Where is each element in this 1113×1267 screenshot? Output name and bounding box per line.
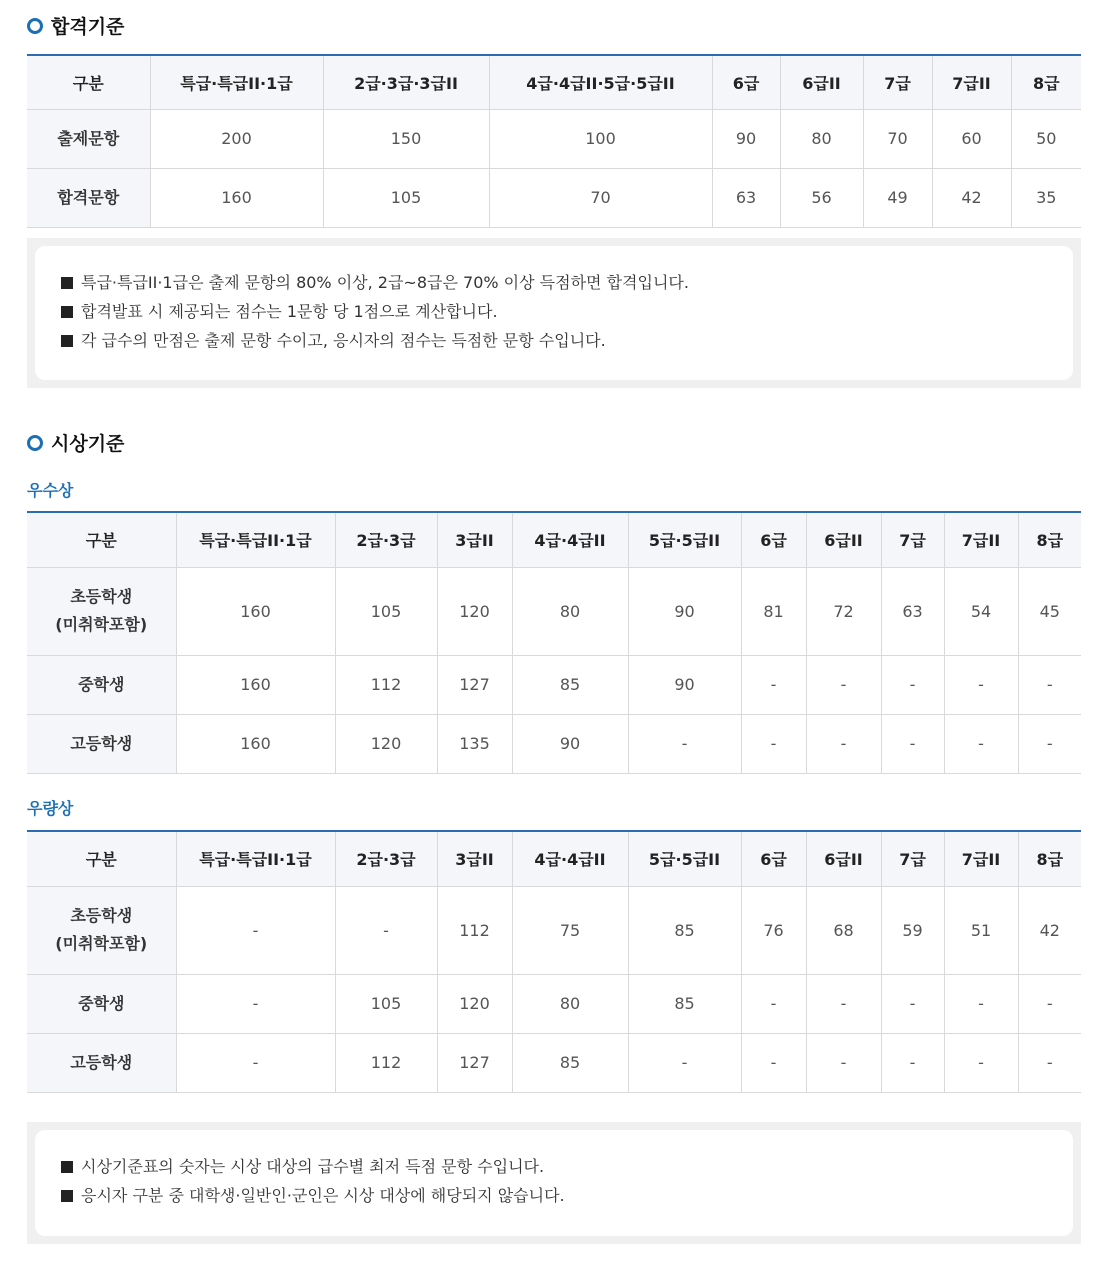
- table-cell: 127: [437, 1033, 512, 1092]
- table-cell: 80: [512, 567, 628, 655]
- table-cell: -: [1018, 974, 1081, 1033]
- header-cell: 4급·4급II: [512, 831, 628, 886]
- header-cell: 2급·3급: [335, 512, 437, 567]
- table-cell: -: [176, 1033, 335, 1092]
- header-cell: 7급II: [932, 55, 1011, 109]
- table-row: [27, 714, 1081, 773]
- table-cell: -: [628, 714, 741, 773]
- table-cell: 90: [712, 109, 780, 168]
- table-cell: 85: [628, 886, 741, 974]
- section-title-award-text: 시상기준: [51, 433, 125, 455]
- square-bullet-icon: [61, 335, 73, 347]
- header-cell: 특급·특급II·1급: [176, 512, 335, 567]
- table-cell: 105: [335, 567, 437, 655]
- table-cell: -: [944, 714, 1018, 773]
- table-cell: 105: [323, 168, 489, 227]
- table-cell: 81: [741, 567, 806, 655]
- row-label-line: 초등학생: [70, 906, 133, 925]
- table-cell: 120: [437, 974, 512, 1033]
- square-bullet-icon: [61, 306, 73, 318]
- header-cell: 4급·4급II·5급·5급II: [489, 55, 712, 109]
- table-cell: -: [1018, 1033, 1081, 1092]
- row-label: [27, 567, 176, 655]
- header-cell: 6급: [741, 512, 806, 567]
- table-cell: -: [806, 1033, 881, 1092]
- table-cell: 160: [176, 567, 335, 655]
- table-cell: -: [881, 714, 944, 773]
- row-label: [27, 886, 176, 974]
- award-notes-box: [27, 1122, 1081, 1244]
- header-cell: 8급: [1011, 55, 1081, 109]
- table-cell: -: [1018, 655, 1081, 714]
- table-cell: 42: [1018, 886, 1081, 974]
- note-text: 시상기준표의 숫자는 시상 대상의 급수별 최저 득점 문항 수입니다.: [81, 1157, 545, 1176]
- table-cell: 54: [944, 567, 1018, 655]
- header-cell: 3급II: [437, 831, 512, 886]
- table-cell: 90: [628, 567, 741, 655]
- header-cell: 2급·3급·3급II: [323, 55, 489, 109]
- row-label-line: (미취학포함): [55, 934, 148, 953]
- row-label: 중학생: [27, 974, 176, 1033]
- header-cell: 5급·5급II: [628, 831, 741, 886]
- table-cell: 35: [1011, 168, 1081, 227]
- note-line: [61, 1181, 1047, 1210]
- pass-notes-box: [27, 238, 1081, 388]
- table-cell: 100: [489, 109, 712, 168]
- table-cell: -: [944, 974, 1018, 1033]
- row-label: 고등학생: [27, 1033, 176, 1092]
- header-cell: 7급II: [944, 831, 1018, 886]
- header-cell: 구분: [27, 831, 176, 886]
- table-cell: 200: [150, 109, 323, 168]
- circle-bullet-icon: [27, 18, 43, 34]
- table-cell: -: [806, 655, 881, 714]
- table-cell: 135: [437, 714, 512, 773]
- table-header-row: [27, 55, 1081, 109]
- good-award-table: [27, 830, 1081, 1093]
- header-cell: 구분: [27, 512, 176, 567]
- circle-bullet-icon: [27, 435, 43, 451]
- note-text: 합격발표 시 제공되는 점수는 1문항 당 1점으로 계산합니다.: [81, 302, 498, 321]
- header-cell: 5급·5급II: [628, 512, 741, 567]
- excellent-award-table: [27, 511, 1081, 774]
- table-cell: 85: [512, 1033, 628, 1092]
- header-cell: 6급: [741, 831, 806, 886]
- table-cell: -: [944, 1033, 1018, 1092]
- table-cell: -: [881, 655, 944, 714]
- header-cell: 특급·특급II·1급: [150, 55, 323, 109]
- table-cell: 127: [437, 655, 512, 714]
- table-cell: 63: [712, 168, 780, 227]
- table-cell: 160: [176, 714, 335, 773]
- header-cell: 7급: [881, 512, 944, 567]
- header-cell: 6급II: [780, 55, 863, 109]
- note-line: [61, 1152, 1047, 1181]
- note-text: 응시자 구분 중 대학생·일반인·군인은 시상 대상에 해당되지 않습니다.: [81, 1186, 565, 1205]
- header-cell: 8급: [1018, 831, 1081, 886]
- header-cell: 7급: [881, 831, 944, 886]
- square-bullet-icon: [61, 1190, 73, 1202]
- table-row: [27, 655, 1081, 714]
- table-cell: -: [335, 886, 437, 974]
- table-header-row: [27, 831, 1081, 886]
- table-cell: 80: [512, 974, 628, 1033]
- table-cell: 80: [780, 109, 863, 168]
- table-cell: 112: [335, 655, 437, 714]
- table-row: [27, 168, 1081, 227]
- header-cell: 3급II: [437, 512, 512, 567]
- table-cell: -: [1018, 714, 1081, 773]
- row-label-line: (미취학포함): [55, 615, 148, 634]
- table-cell: 50: [1011, 109, 1081, 168]
- header-cell: 4급·4급II: [512, 512, 628, 567]
- note-text: 특급·특급II·1급은 출제 문항의 80% 이상, 2급~8급은 70% 이상 득점하면 합격입니다.: [81, 273, 689, 292]
- table-cell: 45: [1018, 567, 1081, 655]
- table-cell: -: [176, 886, 335, 974]
- section-title-pass-text: 합격기준: [51, 16, 125, 38]
- row-label: 합격문항: [27, 168, 150, 227]
- header-cell: 2급·3급: [335, 831, 437, 886]
- table-header-row: [27, 512, 1081, 567]
- table-cell: 120: [335, 714, 437, 773]
- table-cell: -: [741, 1033, 806, 1092]
- table-cell: 72: [806, 567, 881, 655]
- table-row: [27, 109, 1081, 168]
- table-cell: 112: [335, 1033, 437, 1092]
- row-label: 출제문항: [27, 109, 150, 168]
- header-cell: 7급: [863, 55, 932, 109]
- table-row: [27, 974, 1081, 1033]
- header-cell: 6급II: [806, 831, 881, 886]
- table-cell: -: [628, 1033, 741, 1092]
- table-row: [27, 567, 1081, 655]
- square-bullet-icon: [61, 1161, 73, 1173]
- table-row: [27, 1033, 1081, 1092]
- table-cell: 49: [863, 168, 932, 227]
- note-line: [61, 297, 1047, 326]
- table-cell: -: [806, 714, 881, 773]
- table-cell: -: [944, 655, 1018, 714]
- table-cell: 150: [323, 109, 489, 168]
- table-cell: 120: [437, 567, 512, 655]
- table-cell: 70: [863, 109, 932, 168]
- header-cell: 6급: [712, 55, 780, 109]
- table-cell: 90: [512, 714, 628, 773]
- table-cell: -: [741, 974, 806, 1033]
- table-cell: 160: [176, 655, 335, 714]
- table-cell: 70: [489, 168, 712, 227]
- table-cell: 76: [741, 886, 806, 974]
- table-cell: 90: [628, 655, 741, 714]
- table-cell: 42: [932, 168, 1011, 227]
- section-title-award: [27, 429, 124, 456]
- table-cell: 63: [881, 567, 944, 655]
- row-label: 고등학생: [27, 714, 176, 773]
- table-cell: -: [881, 974, 944, 1033]
- table-cell: -: [806, 974, 881, 1033]
- note-line: [61, 268, 1047, 297]
- table-cell: 68: [806, 886, 881, 974]
- table-cell: 85: [628, 974, 741, 1033]
- header-cell: 8급: [1018, 512, 1081, 567]
- table-row: [27, 886, 1081, 974]
- table-cell: 112: [437, 886, 512, 974]
- table-cell: -: [741, 714, 806, 773]
- subtitle-good: 우량상: [27, 799, 74, 818]
- header-cell: 7급II: [944, 512, 1018, 567]
- table-cell: -: [176, 974, 335, 1033]
- section-title-pass: [27, 12, 124, 39]
- subtitle-excellent: 우수상: [27, 481, 74, 500]
- table-cell: 85: [512, 655, 628, 714]
- table-cell: 160: [150, 168, 323, 227]
- header-cell: 6급II: [806, 512, 881, 567]
- row-label: 중학생: [27, 655, 176, 714]
- table-cell: 105: [335, 974, 437, 1033]
- table-cell: -: [881, 1033, 944, 1092]
- note-text: 각 급수의 만점은 출제 문항 수이고, 응시자의 점수는 득점한 문항 수입니다.: [81, 331, 606, 350]
- pass-criteria-table: [27, 54, 1081, 228]
- note-line: [61, 326, 1047, 355]
- row-label-line: 초등학생: [70, 587, 133, 606]
- header-cell: 특급·특급II·1급: [176, 831, 335, 886]
- table-cell: 59: [881, 886, 944, 974]
- header-cell: 구분: [27, 55, 150, 109]
- table-cell: 60: [932, 109, 1011, 168]
- table-cell: 56: [780, 168, 863, 227]
- table-cell: -: [741, 655, 806, 714]
- table-cell: 51: [944, 886, 1018, 974]
- table-cell: 75: [512, 886, 628, 974]
- square-bullet-icon: [61, 277, 73, 289]
